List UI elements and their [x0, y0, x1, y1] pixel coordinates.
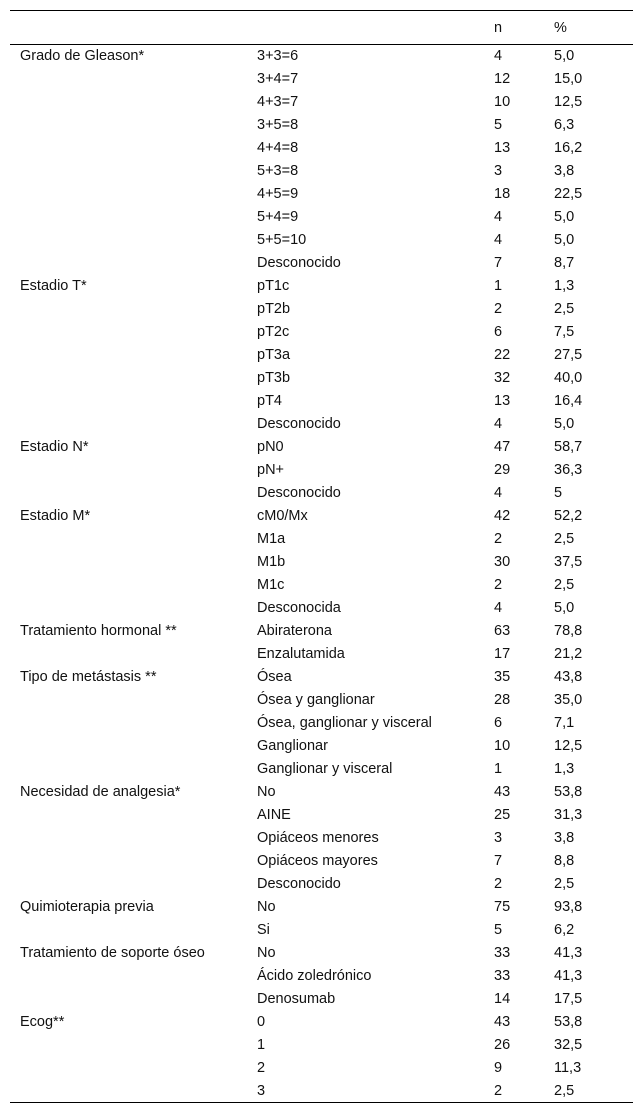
header-percent: % [554, 11, 633, 45]
percent-cell: 53,8 [554, 783, 583, 800]
percent-cell: 16,2 [554, 139, 583, 156]
table-row [10, 827, 633, 850]
n-cell: 1 [494, 277, 503, 294]
category-cell: No [257, 944, 276, 961]
n-cell: 47 [494, 438, 511, 455]
category-cell: pN0 [257, 438, 284, 455]
category-cell: pT3b [257, 369, 291, 386]
percent-cell: 58,7 [554, 438, 583, 455]
percent-cell: 5,0 [554, 415, 575, 432]
variable-label-empty [10, 988, 257, 1011]
table-row [10, 574, 633, 597]
variable-label-empty [10, 574, 257, 597]
variable-label-empty [10, 850, 257, 873]
percent-cell: 2,5 [554, 530, 575, 547]
percent-cell: 43,8 [554, 668, 583, 685]
variable-label-empty [10, 528, 257, 551]
table-row [10, 965, 633, 988]
variable-label-empty [10, 321, 257, 344]
n-cell: 14 [494, 990, 511, 1007]
n-cell: 9 [494, 1059, 503, 1076]
variable-label-empty [10, 206, 257, 229]
table-row [10, 321, 633, 344]
percent-cell: 5 [554, 484, 563, 501]
percent-cell: 5,0 [554, 599, 575, 616]
percent-cell: 5,0 [554, 48, 575, 64]
variable-label-empty [10, 68, 257, 91]
clinical-data-table [10, 10, 633, 1103]
table-row [10, 758, 633, 781]
percent-cell: 35,0 [554, 691, 583, 708]
table-row [10, 804, 633, 827]
category-cell: Desconocido [257, 484, 341, 501]
n-cell: 43 [494, 783, 511, 800]
variable-label-empty [10, 597, 257, 620]
variable-label-empty [10, 367, 257, 390]
variable-label: Necesidad de analgesia* [20, 783, 181, 800]
table-row [10, 390, 633, 413]
table-row [10, 68, 633, 91]
percent-cell: 21,2 [554, 645, 583, 662]
category-cell: pT4 [257, 392, 282, 409]
variable-label-empty [10, 551, 257, 574]
table-row [10, 873, 633, 896]
percent-cell: 32,5 [554, 1036, 583, 1053]
category-cell: Opiáceos menores [257, 829, 379, 846]
table-row [10, 367, 633, 390]
category-cell: 3+3=6 [257, 48, 299, 64]
variable-label-empty [10, 919, 257, 942]
category-cell: Abiraterona [257, 622, 332, 639]
table-row [10, 344, 633, 367]
category-cell: Ácido zoledrónico [257, 967, 372, 984]
variable-label-empty [10, 758, 257, 781]
variable-label-empty [10, 482, 257, 505]
percent-cell: 31,3 [554, 806, 583, 823]
percent-cell: 7,1 [554, 714, 575, 731]
header-row [10, 11, 633, 45]
category-cell: Ganglionar y visceral [257, 760, 393, 777]
variable-label-empty [10, 804, 257, 827]
table-row [10, 1080, 633, 1103]
category-cell: Enzalutamida [257, 645, 345, 662]
category-cell: 0 [257, 1013, 266, 1030]
n-cell: 1 [494, 760, 503, 777]
table-row [10, 689, 633, 712]
category-cell: 4+5=9 [257, 185, 299, 202]
n-cell: 13 [494, 139, 511, 156]
percent-cell: 78,8 [554, 622, 583, 639]
percent-cell: 11,3 [554, 1059, 582, 1076]
n-cell: 4 [494, 484, 503, 501]
n-cell: 75 [494, 898, 511, 915]
n-cell: 17 [494, 645, 511, 662]
category-cell: pN+ [257, 461, 285, 478]
percent-cell: 36,3 [554, 461, 583, 478]
variable-label: Grado de Gleason* [20, 48, 145, 64]
table-row [10, 183, 633, 206]
n-cell: 32 [494, 369, 511, 386]
category-cell: M1c [257, 576, 285, 593]
category-cell: 3+5=8 [257, 116, 299, 133]
n-cell: 63 [494, 622, 511, 639]
category-cell: pT2b [257, 300, 291, 317]
percent-cell: 12,5 [554, 737, 583, 754]
variable-label: Tratamiento hormonal ** [20, 622, 177, 639]
table-row [10, 551, 633, 574]
category-cell: Desconocido [257, 254, 341, 271]
table-row [10, 1011, 633, 1034]
category-cell: No [257, 898, 276, 915]
table-row [10, 942, 633, 965]
table-row [10, 436, 633, 459]
table-row [10, 850, 633, 873]
category-cell: cM0/Mx [257, 507, 308, 524]
table-row [10, 1034, 633, 1057]
percent-cell: 12,5 [554, 93, 583, 110]
percent-cell: 53,8 [554, 1013, 583, 1030]
category-cell: 5+5=10 [257, 231, 307, 248]
percent-cell: 8,8 [554, 852, 575, 869]
variable-label-empty [10, 137, 257, 160]
n-cell: 2 [494, 1080, 554, 1103]
table-row [10, 505, 633, 528]
percent-cell: 41,3 [554, 944, 583, 961]
category-cell: 5+4=9 [257, 208, 299, 225]
header-category [257, 11, 494, 45]
table-row [10, 988, 633, 1011]
n-cell: 10 [494, 93, 511, 110]
category-cell: Opiáceos mayores [257, 852, 378, 869]
table-row [10, 781, 633, 804]
n-cell: 29 [494, 461, 511, 478]
n-cell: 3 [494, 162, 503, 179]
table-row [10, 229, 633, 252]
table-row [10, 252, 633, 275]
table-row [10, 666, 633, 689]
n-cell: 28 [494, 691, 511, 708]
n-cell: 2 [494, 530, 503, 547]
variable-label-empty [10, 712, 257, 735]
variable-label-empty [10, 344, 257, 367]
category-cell: M1a [257, 530, 286, 547]
table-row [10, 528, 633, 551]
n-cell: 42 [494, 507, 511, 524]
table-row [10, 459, 633, 482]
n-cell: 6 [494, 323, 503, 340]
percent-cell: 5,0 [554, 231, 575, 248]
category-cell: 5+3=8 [257, 162, 299, 179]
n-cell: 18 [494, 185, 511, 202]
variable-label-empty [10, 873, 257, 896]
percent-cell: 8,7 [554, 254, 575, 271]
category-cell: 3 [257, 1080, 494, 1103]
table-row [10, 298, 633, 321]
n-cell: 4 [494, 48, 503, 64]
table-row [10, 735, 633, 758]
percent-cell: 2,5 [554, 300, 575, 317]
variable-label-empty [10, 114, 257, 137]
n-cell: 2 [494, 300, 503, 317]
n-cell: 6 [494, 714, 503, 731]
table-row [10, 597, 633, 620]
category-cell: 3+4=7 [257, 70, 299, 87]
percent-cell: 2,5 [554, 576, 575, 593]
n-cell: 4 [494, 415, 503, 432]
n-cell: 25 [494, 806, 511, 823]
n-cell: 2 [494, 576, 503, 593]
n-cell: 2 [494, 875, 503, 892]
n-cell: 26 [494, 1036, 511, 1053]
variable-label-empty [10, 459, 257, 482]
percent-cell: 40,0 [554, 369, 583, 386]
table-header [10, 11, 633, 45]
variable-label-empty [10, 252, 257, 275]
header-variable [10, 11, 257, 45]
variable-label: Ecog** [20, 1013, 65, 1030]
table-row [10, 896, 633, 919]
n-cell: 22 [494, 346, 511, 363]
category-cell: Ósea [257, 668, 292, 685]
table-row [10, 1057, 633, 1080]
n-cell: 13 [494, 392, 511, 409]
table-row [10, 45, 633, 68]
n-cell: 4 [494, 599, 503, 616]
variable-label: Quimioterapia previa [20, 898, 154, 915]
table-row [10, 482, 633, 505]
table-row [10, 643, 633, 666]
category-cell: 2 [257, 1059, 266, 1076]
percent-cell: 15,0 [554, 70, 583, 87]
category-cell: pT2c [257, 323, 290, 340]
percent-cell: 17,5 [554, 990, 583, 1007]
variable-label-empty [10, 298, 257, 321]
table-row [10, 114, 633, 137]
percent-cell: 37,5 [554, 553, 583, 570]
table-row [10, 137, 633, 160]
category-cell: Desconocido [257, 415, 341, 432]
n-cell: 33 [494, 944, 511, 961]
percent-cell: 93,8 [554, 898, 583, 915]
variable-label-empty [10, 827, 257, 850]
n-cell: 43 [494, 1013, 511, 1030]
variable-label-empty [10, 643, 257, 666]
n-cell: 5 [494, 921, 503, 938]
percent-cell: 52,2 [554, 507, 583, 524]
n-cell: 33 [494, 967, 511, 984]
category-cell: No [257, 783, 276, 800]
category-cell: pT1c [257, 277, 290, 294]
n-cell: 5 [494, 116, 503, 133]
table-row [10, 712, 633, 735]
category-cell: 4+4=8 [257, 139, 299, 156]
category-cell: M1b [257, 553, 286, 570]
variable-label: Tipo de metástasis ** [20, 668, 157, 685]
table-row [10, 206, 633, 229]
percent-cell: 2,5 [554, 1080, 633, 1103]
table-row [10, 91, 633, 114]
category-cell: Ganglionar [257, 737, 328, 754]
n-cell: 35 [494, 668, 511, 685]
percent-cell: 41,3 [554, 967, 583, 984]
variable-label-empty [10, 183, 257, 206]
percent-cell: 22,5 [554, 185, 583, 202]
percent-cell: 1,3 [554, 760, 575, 777]
variable-label-empty [10, 1080, 257, 1103]
n-cell: 10 [494, 737, 511, 754]
percent-cell: 5,0 [554, 208, 575, 225]
category-cell: pT3a [257, 346, 291, 363]
variable-label-empty [10, 413, 257, 436]
variable-label-empty [10, 91, 257, 114]
category-cell: Si [257, 921, 270, 938]
table-row [10, 620, 633, 643]
category-cell: AINE [257, 806, 291, 823]
variable-label-empty [10, 1057, 257, 1080]
n-cell: 4 [494, 208, 503, 225]
table-body [10, 45, 633, 1103]
n-cell: 7 [494, 852, 503, 869]
variable-label-empty [10, 390, 257, 413]
table-row [10, 275, 633, 298]
header-n: n [494, 11, 554, 45]
variable-label: Estadio M* [20, 507, 91, 524]
category-cell: Denosumab [257, 990, 336, 1007]
n-cell: 4 [494, 231, 503, 248]
percent-cell: 1,3 [554, 277, 575, 294]
percent-cell: 2,5 [554, 875, 575, 892]
n-cell: 3 [494, 829, 503, 846]
variable-label-empty [10, 965, 257, 988]
percent-cell: 27,5 [554, 346, 583, 363]
n-cell: 7 [494, 254, 503, 271]
percent-cell: 16,4 [554, 392, 583, 409]
variable-label-empty [10, 735, 257, 758]
n-cell: 30 [494, 553, 511, 570]
variable-label: Estadio N* [20, 438, 89, 455]
percent-cell: 6,2 [554, 921, 575, 938]
percent-cell: 6,3 [554, 116, 575, 133]
variable-label-empty [10, 160, 257, 183]
variable-label: Tratamiento de soporte óseo [20, 944, 205, 961]
variable-label-empty [10, 229, 257, 252]
category-cell: Ósea, ganglionar y visceral [257, 714, 432, 731]
category-cell: 1 [257, 1036, 266, 1053]
table-row [10, 160, 633, 183]
variable-label: Estadio T* [20, 277, 87, 294]
percent-cell: 3,8 [554, 162, 575, 179]
table-row [10, 919, 633, 942]
category-cell: Ósea y ganglionar [257, 691, 375, 708]
n-cell: 12 [494, 70, 511, 87]
variable-label-empty [10, 1034, 257, 1057]
table-row [10, 413, 633, 436]
category-cell: Desconocida [257, 599, 341, 616]
category-cell: 4+3=7 [257, 93, 299, 110]
percent-cell: 3,8 [554, 829, 575, 846]
variable-label-empty [10, 689, 257, 712]
percent-cell: 7,5 [554, 323, 575, 340]
category-cell: Desconocido [257, 875, 341, 892]
